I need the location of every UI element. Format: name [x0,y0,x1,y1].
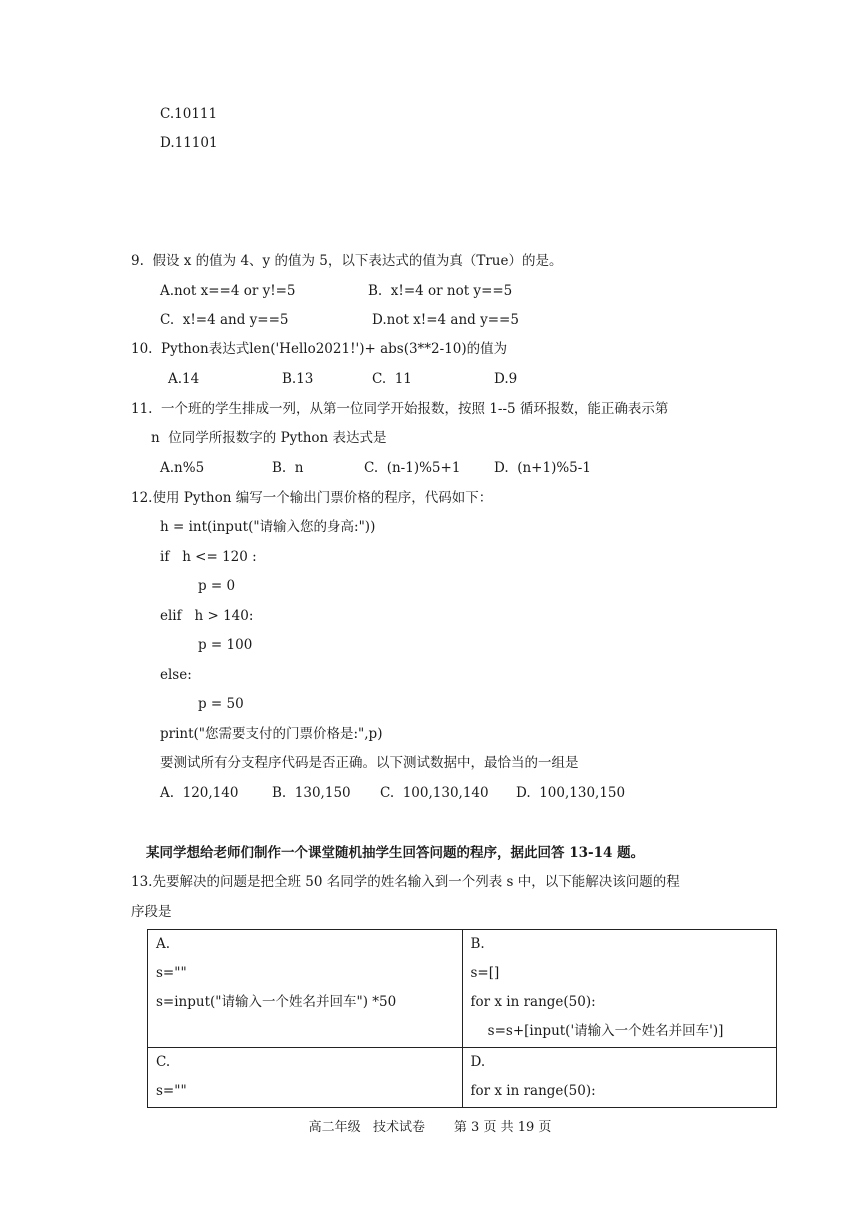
q12-code-line-2: if h <= 120 : [160,549,257,565]
q12-code-line-1: h = int(input("请输入您的身高:")) [160,519,376,535]
q9-option-d: D.not x!=4 and y==5 [372,312,519,328]
q13-answer-table [147,929,777,1108]
q13-cell-b [462,930,777,1048]
q13-b-line-2: s=[] [470,965,500,981]
q11-stem-line1: 11. 一个班的学生排成一列，从第一位同学开始报数，按照 1--5 循环报数，能正确表示第 [131,401,669,417]
q12-code-line-3: p = 0 [198,578,236,594]
prev-option-d: D.11101 [160,135,218,151]
q9-stem: 9. 假设 x 的值为 4、y 的值为 5，以下表达式的值为真（True）的是。 [131,253,563,269]
prev-option-c: C.10111 [160,106,218,122]
q13-stem-line1: 13.先要解决的问题是把全班 50 名同学的姓名输入到一个列表 s 中，以下能解决该问题的程 [131,874,680,890]
q13-c-line-1: C. [156,1054,171,1070]
q11-option-a: A.n%5 [160,460,205,476]
q13-a-line-3: s=input("请输入一个姓名并回车") *50 [156,994,397,1010]
q12-option-d: D. 100,130,150 [516,785,626,801]
q12-question: 要测试所有分支程序代码是否正确。以下测试数据中，最恰当的一组是 [160,755,579,771]
q11-option-c: C. (n-1)%5+1 [364,460,461,476]
q10-option-b: B.13 [282,371,314,387]
q10-option-d: D.9 [494,371,518,387]
q13-cell-d [462,1048,777,1108]
q13-b-line-4: s=s+[input('请输入一个姓名并回车')] [470,1023,724,1039]
q11-option-b: B. n [272,460,304,476]
q12-stem: 12.使用 Python 编写一个输出门票价格的程序，代码如下： [131,490,493,506]
q13-a-line-1: A. [156,936,171,952]
q13-stem-line2: 序段是 [131,904,172,920]
q9-option-c: C. x!=4 and y==5 [160,312,289,328]
q11-stem-line2: n 位同学所报数字的 Python 表达式是 [151,430,387,446]
q12-code-line-4: elif h > 140: [160,608,254,624]
q10-option-a: A.14 [168,371,200,387]
q12-option-a: A. 120,140 [160,785,239,801]
q11-option-d: D. (n+1)%5-1 [494,460,591,476]
q12-code-line-5: p = 100 [198,637,253,653]
q10-option-c: C. 11 [372,371,412,387]
q12-option-c: C. 100,130,140 [380,785,489,801]
q13-b-line-3: for x in range(50): [470,994,596,1010]
q12-code-line-8: print("您需要支付的门票价格是:",p) [160,726,383,742]
q13-cell-c [148,1048,463,1108]
q13-cell-a [148,930,463,1048]
q13-b-line-1: B. [470,936,485,952]
q13-c-line-2: s="" [156,1083,187,1099]
q12-code-line-7: p = 50 [198,696,244,712]
q10-stem: 10. Python表达式len('Hello2021!')+ abs(3**2-10)的值为 [131,341,508,357]
q9-option-a: A.not x==4 or y!=5 [160,283,296,299]
q12-code-line-6: else: [160,667,192,683]
q13-d-line-1: D. [470,1054,486,1070]
page-footer: 高二年级 技术试卷 第 3 页 共 19 页 [308,1120,552,1135]
q13-d-line-2: for x in range(50): [470,1083,596,1099]
section-intro: 某同学想给老师们制作一个课堂随机抽学生回答问题的程序，据此回答 13-14 题。 [146,845,645,861]
q9-option-b: B. x!=4 or not y==5 [368,283,513,299]
q13-a-line-2: s="" [156,965,187,981]
q12-option-b: B. 130,150 [272,785,351,801]
